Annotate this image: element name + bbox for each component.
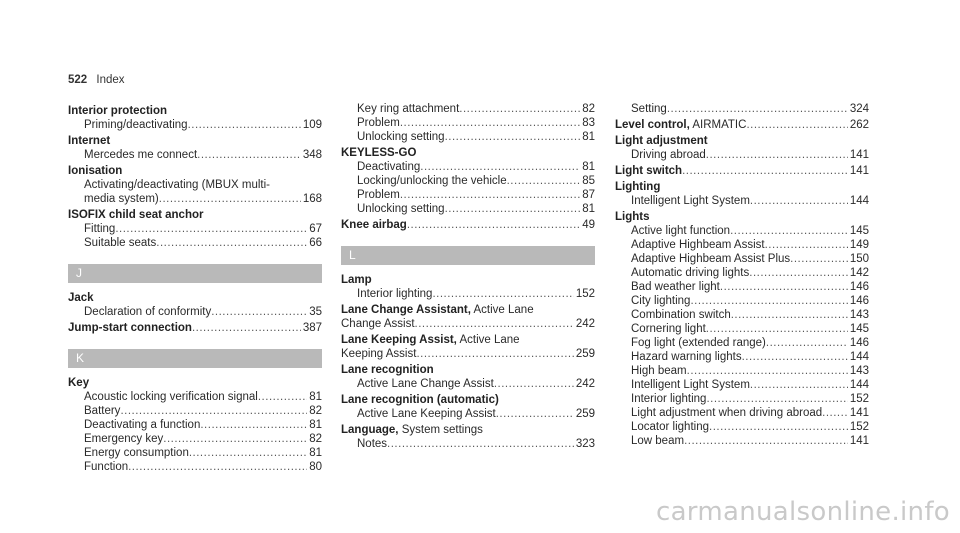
page-ref: 67 — [309, 223, 322, 235]
index-term-line[interactable] — [615, 118, 869, 132]
subentry-text: Bad weather light — [631, 281, 720, 293]
index-term-text: Interior protection — [68, 105, 168, 117]
subentry-text: Cornering light — [631, 323, 706, 335]
page-ref: 146 — [849, 281, 869, 293]
index-subentry[interactable] — [68, 418, 322, 432]
watermark: carmanualsonline.info — [655, 497, 950, 527]
subentry-text: Active light function — [631, 225, 731, 237]
index-column-2 — [341, 102, 595, 453]
dot-leader — [159, 192, 301, 206]
subentry-text: Emergency key — [84, 433, 164, 445]
subentry-text: Suitable seats — [84, 237, 157, 249]
subentry-text: Combination switch — [631, 309, 731, 321]
dot-leader — [400, 116, 580, 130]
page-ref: 259 — [575, 348, 595, 360]
page-ref: 143 — [849, 309, 869, 321]
index-subentry[interactable] — [615, 102, 869, 116]
index-term-text: Ionisation — [68, 165, 123, 177]
index-term-line — [68, 134, 322, 148]
dot-leader — [115, 222, 307, 236]
dot-leader — [432, 287, 573, 301]
section-title: Index — [96, 74, 125, 86]
dot-leader — [420, 160, 580, 174]
subentry-text: Activating/deactivating (MBUX multi- — [84, 179, 270, 191]
index-subentry[interactable] — [341, 130, 595, 144]
dot-leader — [387, 437, 574, 451]
index-term-text: Light adjustment — [615, 135, 708, 147]
index-subentry[interactable] — [341, 202, 595, 216]
index-entry — [341, 273, 595, 301]
index-entry — [68, 104, 322, 132]
subentry-text: media system) — [84, 193, 159, 205]
subentry-text: Notes — [357, 438, 388, 450]
subentry-text: Priming/deactivating — [84, 119, 188, 131]
index-term-text: Internet — [68, 135, 111, 147]
subentry-text: Setting — [631, 103, 667, 115]
index-term-line — [68, 376, 322, 390]
subentry-text: Mercedes me connect — [84, 149, 198, 161]
dot-leader — [822, 406, 848, 420]
subentry-text: Declaration of conformity — [84, 306, 212, 318]
subentry-text: Locator lighting — [631, 421, 709, 433]
page-ref: 150 — [849, 253, 869, 265]
index-subentry[interactable] — [68, 390, 322, 404]
section-letter-bar: K — [68, 349, 322, 368]
index-subentry[interactable] — [615, 148, 869, 162]
index-subentry[interactable] — [615, 378, 869, 392]
index-term-line[interactable] — [341, 218, 595, 232]
page-ref: 66 — [309, 237, 322, 249]
index-subentry[interactable] — [341, 160, 595, 174]
index-term-text: Knee airbag — [341, 219, 407, 231]
dot-leader — [730, 224, 848, 238]
index-entry — [341, 423, 595, 451]
page-ref: 82 — [309, 433, 322, 445]
index-subentry[interactable] — [615, 364, 869, 378]
dot-leader — [690, 294, 847, 308]
index-column-3 — [615, 102, 869, 450]
subentry-text: Change Assist — [341, 318, 415, 330]
page-ref: 145 — [849, 225, 869, 237]
index-subentry[interactable] — [341, 377, 595, 391]
index-entry — [68, 291, 322, 319]
subentry-text: Acoustic locking verification signal — [84, 391, 258, 403]
dot-leader — [494, 377, 574, 391]
page-ref: 259 — [575, 408, 595, 420]
index-term-text: Language, — [341, 424, 399, 436]
dot-leader — [706, 392, 847, 406]
page-ref: 85 — [582, 175, 595, 187]
index-term-text: Lane recognition — [341, 364, 434, 376]
index-subentry[interactable] — [341, 437, 595, 451]
page-ref: 142 — [849, 267, 869, 279]
index-term — [341, 218, 407, 232]
page-ref: 109 — [302, 119, 322, 131]
page-ref: 81 — [309, 447, 322, 459]
page-ref: 82 — [309, 405, 322, 417]
page-ref: 146 — [849, 295, 869, 307]
page-ref: 81 — [309, 391, 322, 403]
page-ref: 146 — [849, 337, 869, 349]
subentry-text: Locking/unlocking the vehicle — [357, 175, 507, 187]
dot-leader — [731, 308, 848, 322]
subentry-text: City lighting — [631, 295, 691, 307]
index-subentry[interactable] — [615, 266, 869, 280]
index-column-1 — [68, 104, 322, 476]
index-subentry[interactable] — [341, 116, 595, 130]
dot-leader — [682, 164, 848, 178]
index-subentry[interactable] — [615, 224, 869, 238]
index-subentry[interactable] — [615, 336, 869, 350]
index-subentry[interactable] — [615, 434, 869, 448]
dot-leader — [189, 446, 307, 460]
index-term — [615, 118, 746, 132]
dot-leader — [128, 460, 307, 474]
page-header — [68, 74, 125, 86]
dot-leader — [496, 407, 574, 421]
index-entry — [68, 164, 322, 206]
dot-leader — [765, 238, 848, 252]
dot-leader — [746, 118, 847, 132]
index-subentry[interactable] — [615, 420, 869, 434]
index-term-line — [68, 164, 322, 178]
index-entry — [615, 118, 869, 132]
subentry-text: Problem — [357, 117, 400, 129]
page-ref: 82 — [582, 103, 595, 115]
dot-leader — [706, 148, 848, 162]
subentry-text: Battery — [84, 405, 121, 417]
dot-leader — [156, 236, 307, 250]
subentry-text: Key ring attachment — [357, 103, 460, 115]
dot-leader — [720, 280, 848, 294]
dot-leader — [687, 364, 848, 378]
subentry-text: Active Lane Change Assist — [357, 378, 494, 390]
index-subentry[interactable] — [68, 460, 322, 474]
subentry-text: Driving abroad — [631, 149, 706, 161]
page-ref: 141 — [849, 435, 869, 447]
index-subentry[interactable] — [341, 347, 595, 361]
dot-leader — [706, 322, 848, 336]
subentry-text: Keeping Assist — [341, 348, 417, 360]
dot-leader — [400, 188, 580, 202]
index-term-text: Lights — [615, 211, 650, 223]
index-subentry[interactable] — [615, 308, 869, 322]
index-term-line — [341, 393, 595, 407]
index-entry — [341, 146, 595, 216]
index-subentry[interactable] — [615, 392, 869, 406]
subentry-text: Deactivating a function — [84, 419, 201, 431]
index-entry — [341, 393, 595, 421]
subentry-text: Intelligent Light System — [631, 379, 750, 391]
dot-leader — [749, 266, 848, 280]
index-entry — [615, 134, 869, 162]
index-term-text: Jump-start connection — [68, 322, 192, 334]
subentry-text: Adaptive Highbeam Assist Plus — [631, 253, 791, 265]
section-letter-bar: L — [341, 246, 595, 265]
page-ref: 144 — [849, 379, 869, 391]
dot-leader — [684, 434, 848, 448]
dot-leader — [200, 418, 307, 432]
subentry-text: Function — [84, 461, 129, 473]
index-subentry[interactable] — [68, 404, 322, 418]
page-ref: 80 — [309, 461, 322, 473]
subentry-text: Deactivating — [357, 161, 421, 173]
subentry-text: High beam — [631, 365, 687, 377]
page-ref: 145 — [849, 323, 869, 335]
page-ref: 323 — [575, 438, 595, 450]
index-subentry[interactable] — [68, 236, 322, 250]
index-entry — [341, 303, 595, 331]
index-subentry[interactable] — [615, 252, 869, 266]
index-entry — [68, 134, 322, 162]
dot-leader — [163, 432, 307, 446]
index-term-text: Level control, — [615, 119, 690, 131]
page-ref: 87 — [582, 189, 595, 201]
index-term-line — [68, 208, 322, 222]
index-term-text: Lane recognition (automatic) — [341, 394, 499, 406]
index-term-text: Light switch — [615, 165, 683, 177]
index-entry — [341, 102, 595, 144]
subentry-text: Problem — [357, 189, 400, 201]
subentry-text: Interior lighting — [357, 288, 433, 300]
page-ref: 168 — [302, 193, 322, 205]
index-entry — [615, 210, 869, 448]
index-subentry[interactable] — [341, 287, 595, 301]
page-ref: 262 — [849, 119, 869, 131]
index-term-line — [341, 333, 595, 347]
dot-leader — [709, 420, 848, 434]
dot-leader — [445, 202, 581, 216]
section-letter-bar: J — [68, 264, 322, 283]
page-ref: 149 — [849, 239, 869, 251]
subentry-text: Low beam — [631, 435, 685, 447]
index-subentry[interactable] — [615, 280, 869, 294]
dot-leader — [766, 336, 848, 350]
subentry-text: Light adjustment when driving abroad — [631, 407, 823, 419]
index-subentry[interactable] — [615, 194, 869, 208]
index-subentry[interactable] — [341, 174, 595, 188]
index-term-rest: Active Lane — [456, 334, 520, 346]
index-entry — [615, 180, 869, 208]
dot-leader — [416, 347, 573, 361]
index-entry — [615, 164, 869, 178]
subentry-text: Active Lane Keeping Assist — [357, 408, 496, 420]
page-ref: 387 — [302, 322, 322, 334]
subentry-text: Unlocking setting — [357, 131, 445, 143]
subentry-text: Interior lighting — [631, 393, 707, 405]
index-subentry[interactable] — [615, 238, 869, 252]
index-term-text: Jack — [68, 292, 94, 304]
index-term-rest: System settings — [398, 424, 483, 436]
index-subentry[interactable] — [68, 118, 322, 132]
page-ref: 144 — [849, 195, 869, 207]
index-term-text: Lamp — [341, 274, 372, 286]
page-ref: 152 — [849, 393, 869, 405]
index-entry — [341, 363, 595, 391]
page-ref: 242 — [575, 378, 595, 390]
subentry-text: Fog light (extended range) — [631, 337, 766, 349]
index-entry — [341, 218, 595, 232]
dot-leader — [120, 404, 307, 418]
index-term-line — [341, 273, 595, 287]
index-entry — [68, 208, 322, 250]
index-entry — [341, 333, 595, 361]
page-ref: 141 — [849, 149, 869, 161]
dot-leader — [790, 252, 848, 266]
page-ref: 152 — [849, 421, 869, 433]
dot-leader — [742, 350, 848, 364]
index-entry — [615, 102, 869, 116]
index-subentry[interactable] — [68, 192, 322, 206]
index-subentry[interactable] — [615, 322, 869, 336]
index-term-line — [615, 180, 869, 194]
subentry-text: Energy consumption — [84, 447, 189, 459]
index-term-text: Lane Keeping Assist, — [341, 334, 457, 346]
index-subentry[interactable] — [615, 350, 869, 364]
index-term-line — [615, 134, 869, 148]
dot-leader — [445, 130, 581, 144]
index-subentry[interactable] — [341, 188, 595, 202]
page-ref: 49 — [582, 219, 595, 231]
index-term — [615, 164, 682, 178]
index-subentry[interactable] — [341, 317, 595, 331]
subentry-text: Adaptive Highbeam Assist — [631, 239, 765, 251]
page-ref: 242 — [575, 318, 595, 330]
index-entry — [68, 376, 322, 474]
index-term-line — [615, 210, 869, 224]
index-term-rest: AIRMATIC — [689, 119, 747, 131]
index-term-line[interactable] — [68, 321, 322, 335]
page-ref: 81 — [309, 419, 322, 431]
dot-leader — [415, 317, 574, 331]
page-ref: 144 — [849, 351, 869, 363]
index-term-line — [341, 363, 595, 377]
page-number: 522 — [68, 74, 88, 86]
index-subentry[interactable] — [68, 148, 322, 162]
page-ref: 81 — [582, 131, 595, 143]
index-term-text: Key — [68, 377, 90, 389]
index-subentry[interactable] — [341, 407, 595, 421]
index-term-text: Lane Change Assistant, — [341, 304, 471, 316]
page-ref: 141 — [849, 165, 869, 177]
dot-leader — [750, 378, 848, 392]
index-term-line — [68, 291, 322, 305]
subentry-text: Intelligent Light System — [631, 195, 750, 207]
page-ref: 348 — [302, 149, 322, 161]
dot-leader — [188, 118, 301, 132]
dot-leader — [507, 174, 581, 188]
index-subentry[interactable] — [68, 446, 322, 460]
subentry-text: Automatic driving lights — [631, 267, 750, 279]
page-ref: 35 — [309, 306, 322, 318]
page-ref: 143 — [849, 365, 869, 377]
page-ref: 83 — [582, 117, 595, 129]
dot-leader — [459, 102, 580, 116]
index-term-line — [341, 423, 595, 437]
index-subentry[interactable] — [68, 432, 322, 446]
index-term — [68, 321, 192, 335]
index-subentry[interactable] — [68, 222, 322, 236]
index-term-text: ISOFIX child seat anchor — [68, 209, 204, 221]
page-ref: 81 — [582, 203, 595, 215]
index-subentry[interactable] — [341, 102, 595, 116]
subentry-text: Fitting — [84, 223, 116, 235]
dot-leader — [197, 148, 301, 162]
page-ref: 324 — [849, 103, 869, 115]
index-term-text: KEYLESS-GO — [341, 147, 417, 159]
dot-leader — [258, 390, 307, 404]
dot-leader — [211, 305, 307, 319]
index-term-line — [341, 303, 595, 317]
index-term-line — [341, 146, 595, 160]
page-ref: 81 — [582, 161, 595, 173]
subentry-text: Unlocking setting — [357, 203, 445, 215]
dot-leader — [192, 321, 301, 335]
index-subentry[interactable] — [615, 406, 869, 420]
subentry-text: Hazard warning lights — [631, 351, 742, 363]
index-term-line[interactable] — [615, 164, 869, 178]
page-ref: 141 — [849, 407, 869, 419]
index-term-line — [68, 104, 322, 118]
dot-leader — [667, 102, 848, 116]
index-entry — [68, 321, 322, 335]
dot-leader — [407, 218, 580, 232]
dot-leader — [750, 194, 848, 208]
index-subentry[interactable] — [68, 305, 322, 319]
index-term-text: Lighting — [615, 181, 661, 193]
index-term-rest: Active Lane — [470, 304, 534, 316]
index-subentry[interactable] — [615, 294, 869, 308]
page-ref: 152 — [575, 288, 595, 300]
